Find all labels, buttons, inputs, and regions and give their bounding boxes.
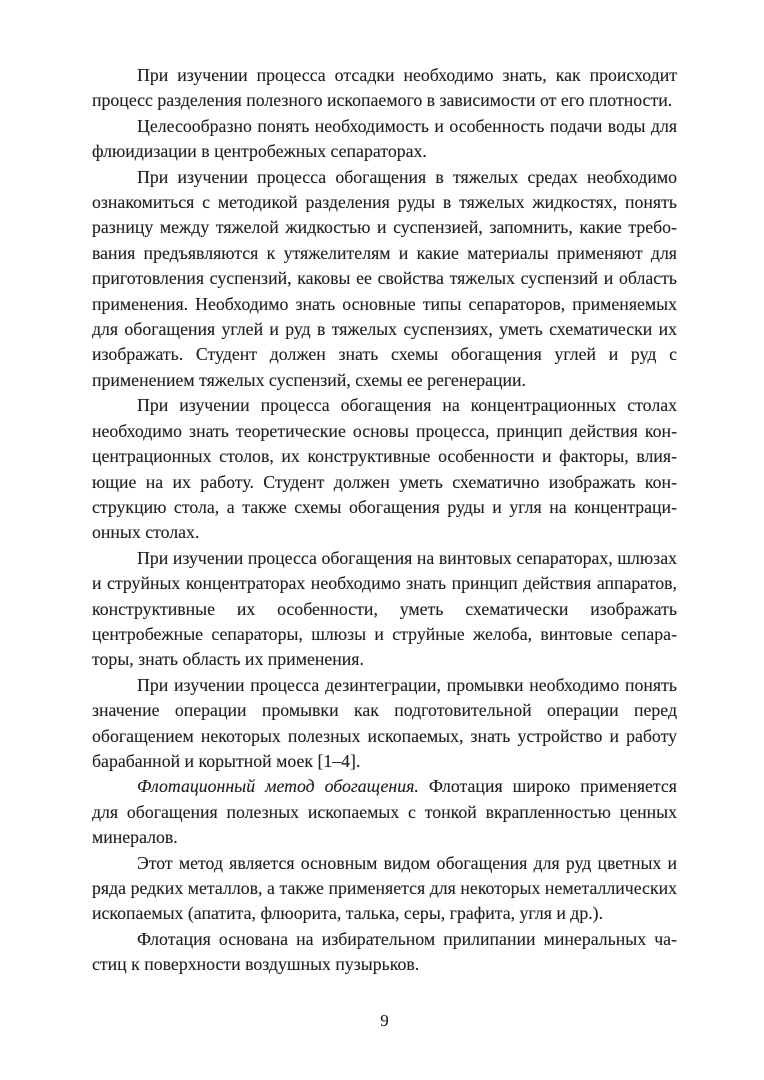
text-block [92, 63, 677, 978]
text-run: При изучении процесса обогащения на концентрационных столах необходимо знать теоретические основы процесса, принцип действия концентрационных столов, их конструктивные особенности и факторы, влияющие на их работу. Студент должен уметь схематично изображать конструкцию стола, а также схемы обогащения руды и угля на концентрационных столах. [92, 395, 677, 543]
text-run: При изучении процесса обогащения на винтовых сепараторах, шлюзах и струйных концентраторах необходимо знать принцип действия аппаратов, конструктивные их особенности, уметь схематически изображать центробежные сепараторы, шлюзы и струйные желоба, винтовые сепараторы, знать область их применения. [92, 547, 677, 670]
text-run: Флотация широко применяется для обогащения полезных ископаемых с тонкой вкрапленностью ценных минералов. [92, 776, 677, 848]
text-run: Этот метод является основным видом обогащения для руд цветных и ряда редких металлов, а также применяется для некоторых неметаллических ископаемых (апатита, флюорита, талька, серы, графита, угля и др.). [92, 852, 677, 924]
text-run: Флотация основана на избирательном прилипании минеральных частиц к поверхности воздушных пузырьков. [92, 928, 677, 975]
paragraph [92, 927, 677, 978]
text-run: При изучении процесса отсадки необходимо знать, как происходит процесс разделения полезного ископаемого в зависимости от его плотности. [92, 65, 677, 111]
paragraph [92, 63, 677, 114]
paragraph [92, 114, 677, 165]
paragraph [92, 165, 677, 394]
paragraph [92, 673, 677, 775]
text-run: При изучении процесса обогащения в тяжелых средах необходимо ознакомиться с методикой разделения руды в тяжелых жидкостях, понять разницу между тяжелой жидкостью и суспензией, запомнить, какие требования предъявляются к утяжелителям и какие материалы применяют для приготовления суспензий, каковы ее свойства тяжелых суспензий и область применения. Необходимо знать основные типы сепараторов, применяемых для обогащения углей и руд в тяжелых суспензиях, уметь схематически их изображать. Студент должен знать схемы обогащения углей и руд с применением тяжелых суспензий, схемы ее регенерации. [92, 166, 677, 390]
paragraph [92, 774, 677, 850]
paragraph [92, 393, 677, 545]
text-run: При изучении процесса дезинтеграции, промывки необходимо понять значение операции промывки как подготовительной операции перед обогащением некоторых полезных ископаемых, знать устройство и работу барабанной и корытной моек [1–4]. [92, 674, 677, 771]
page-number-label: 9 [380, 1011, 389, 1030]
paragraph [92, 851, 677, 927]
italic-text-run: Флотационный метод обогащения. [137, 776, 419, 797]
text-run: Целесообразно понять необходимость и особенность подачи воды для флюидизации в центробежных сепараторах. [92, 115, 677, 162]
paragraph [92, 546, 677, 673]
